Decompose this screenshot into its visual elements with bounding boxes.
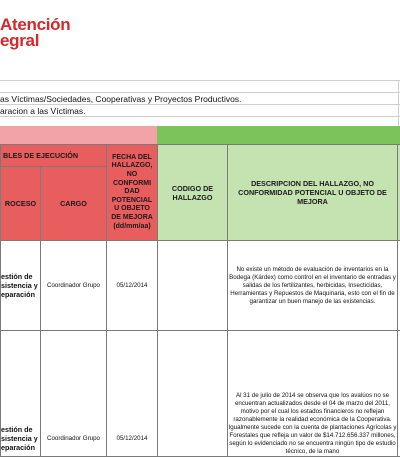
codigo-cell <box>158 331 228 457</box>
codigo-cell <box>158 241 228 331</box>
header-cargo-label: CARGO <box>60 199 87 208</box>
section-header-label: BLES DE EJECUCIÓN <box>3 151 78 160</box>
header-codigo-label: CODIGO DE HALLAZGO <box>172 184 213 202</box>
sheet-gridline <box>0 104 400 105</box>
header-proceso-label: ROCESO <box>5 199 36 208</box>
header-fecha <box>107 145 158 241</box>
header-cargo <box>41 167 107 241</box>
responsables-band <box>0 126 157 144</box>
section-header-cell <box>1 145 107 167</box>
sheet-gridline <box>398 80 399 126</box>
logo-line-2: egral <box>0 34 70 48</box>
proceso-cell: estión de sistencia y eparación <box>1 241 41 331</box>
proceso-cell: estión de sistencia y eparación <box>1 331 41 457</box>
descripcion-cell: Al 31 de julio de 2014 se observa que los avalúos no se encuentran actualizados desde el 04 de marzo del 2011, motivo por el cual los estados financieros no reflejan razonablemente la realidad económica de la Cooperativa. Igualmente sucede con la cuenta de plantaciones Agrícolas y Forestales que refleja un valor de $14.712.656.337 millones, según lo evidenciado no se encuentra ningún tipo de estudio técnico, de la mano <box>228 331 398 457</box>
table-row <box>1 331 400 457</box>
logo-line-1: Atención <box>0 18 70 32</box>
header-codigo <box>158 145 228 241</box>
organization-logo <box>0 18 70 48</box>
fecha-cell: 05/12/2014 <box>107 331 158 457</box>
hallazgo-band <box>157 126 400 144</box>
header-descripcion <box>228 145 398 241</box>
descripcion-cell: No existe un método de evaluación de inventarios en la Bodega (Kárdex) como control en el inventario de entradas y salidas de los fertilizantes, herbicidas, Insecticidas, Herramientas y Repuestos de Maquinaria, esto con el fin de garantizar un buen manejo de las existencias. <box>228 241 398 331</box>
sheet-gridline <box>0 80 400 81</box>
header-proceso <box>1 167 41 241</box>
sheet-gridline <box>0 116 400 117</box>
sheet-gridline <box>0 92 400 93</box>
header-fecha-label: FECHA DEL HALLAZGO, NO CONFORMI DAD POTENCIAL U OBJETO DE MEJORA (dd/mm/aa) <box>111 154 153 230</box>
table-row <box>1 241 400 331</box>
program-title-line: as Víctimas/Sociedades, Cooperativas y Proyectos Productivos. <box>0 94 241 104</box>
header-descripcion-label: DESCRIPCION DEL HALLAZGO, NO CONFORMIDAD POTENCIAL U OBJETO DE MEJORA <box>238 179 387 206</box>
fecha-cell: 05/12/2014 <box>107 241 158 331</box>
cargo-cell: Coordinador Grupo <box>41 331 107 457</box>
subprogram-title-line: aracion a las Víctimas. <box>0 106 86 116</box>
findings-table <box>0 144 400 457</box>
cargo-cell: Coordinador Grupo <box>41 241 107 331</box>
